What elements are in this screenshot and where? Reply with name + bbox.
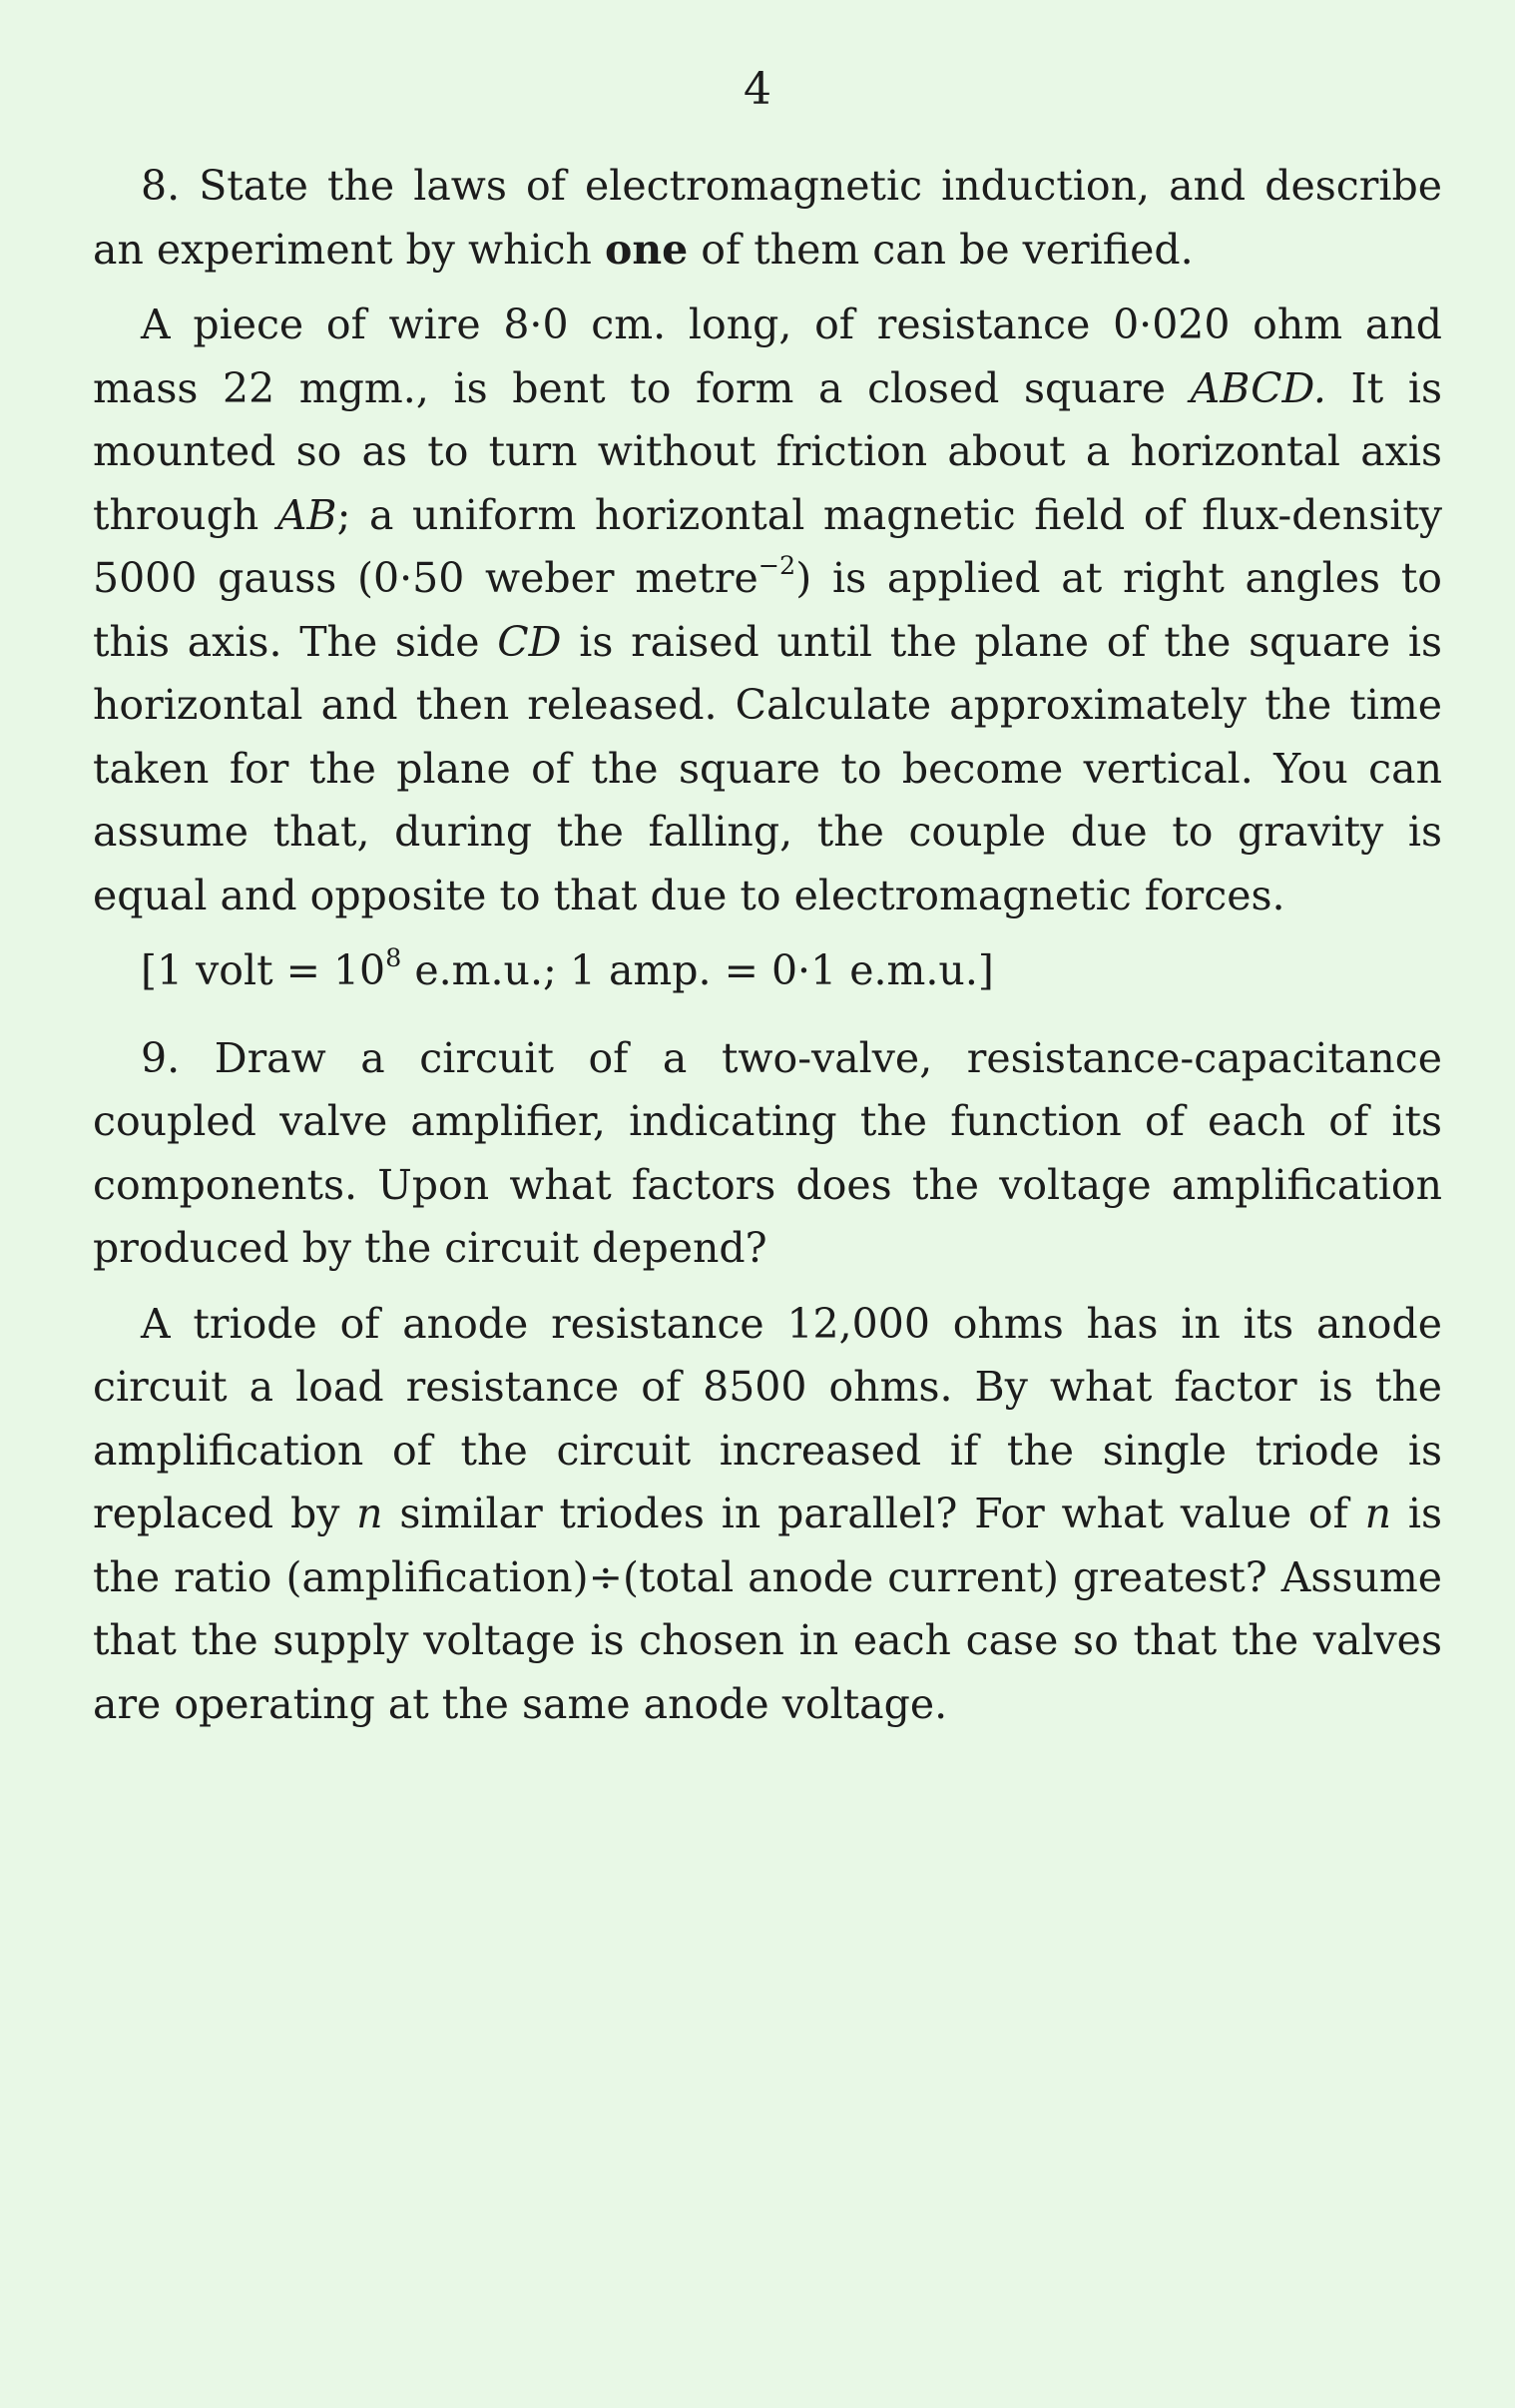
q9-problem-text: A triode of anode resistance 12,000 ohms has in its anode circuit a load resistance of 8500 ohms. By what factor is the amplification of the circuit increased if the single triode is replaced by (93, 1299, 1442, 1537)
question-9-part-2 (93, 1293, 1442, 1737)
q9-problem-text: is the ratio (amplification)÷(total anode current) greatest? Assume that the supply voltage is chosen in each case so that the valves are operating at the same anode voltage. (93, 1490, 1442, 1728)
q8-problem-text: ) is applied at right angles to this axis. The side (93, 554, 1442, 666)
q8-square-label: ABCD. (1190, 363, 1326, 412)
q8-problem-text: A piece of wire 8·0 cm. long, of resistance 0·020 ohm and mass 22 mgm., is bent to form a closed square (93, 301, 1442, 412)
q8-axis-label: AB (276, 490, 337, 539)
q9-variable-n: n (1364, 1490, 1392, 1537)
question-8-part-1 (93, 155, 1442, 282)
units-note-exponent: 8 (385, 942, 402, 973)
question-8-emphasis: one (605, 225, 689, 274)
question-8-part-2 (93, 294, 1442, 927)
exam-questions (93, 155, 1442, 1736)
question-9-part-1: 9. Draw a circuit of a two-valve, resistance-capacitance coupled valve amplifier, indicating the function of each of its components. Upon what factors does the voltage amplification produced by the circuit depend? (93, 1033, 1442, 1272)
question-8-text: 8. State the laws of electromagnetic induction, and describe an experiment by which (93, 162, 1442, 274)
units-note-text: e.m.u.; 1 amp. = 0·1 e.m.u.] (401, 946, 994, 994)
question-8-text-end: of them can be verified. (688, 225, 1194, 274)
q8-problem-text: It is mounted so as to turn without friction about a horizontal axis through (93, 363, 1442, 539)
question-8-units-note (93, 939, 1442, 1003)
q8-exponent: −2 (758, 550, 796, 581)
q8-problem-text: is raised until the plane of the square is horizontal and then released. Calculate approximately the time taken for the plane of the square to become vertical. You can assume that, during the falling, the couple due to gravity is equal and opposite to that due to electromagnetic forces. (93, 617, 1442, 919)
units-note-text: [1 volt = 10 (141, 946, 386, 994)
q9-variable-n: n (356, 1490, 383, 1537)
q9-problem-text: similar triodes in parallel? For what value of (382, 1490, 1365, 1537)
q8-side-label: CD (497, 617, 562, 666)
page-number: 4 (744, 64, 771, 115)
q8-problem-text: ; a uniform horizontal magnetic field of flux-density 5000 gauss (0·50 weber metre (93, 490, 1442, 602)
